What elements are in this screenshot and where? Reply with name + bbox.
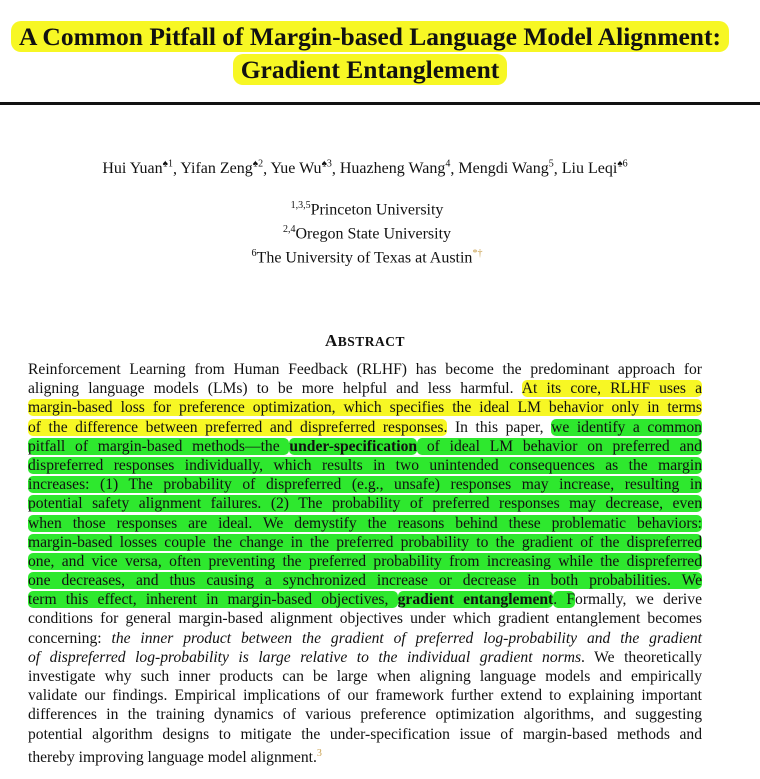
highlighted-text: one, and vice versa, often preventing the preferred probability from increasing while the dispreferred <box>28 552 702 570</box>
abstract-line <box>28 667 702 686</box>
abstract-body <box>28 360 703 766</box>
author: Liu Leqi$^{♠6}$ <box>561 159 628 178</box>
abstract-line <box>28 398 702 417</box>
title-line-2: Gradient Entanglement <box>233 54 508 85</box>
abstract-line <box>28 686 702 705</box>
abstract-text: the inner product between the gradient of preferred log-probability and the gradient <box>111 629 702 647</box>
title-line-1: A Common Pitfall of Margin-based Language Model Alignment: <box>11 21 729 52</box>
highlighted-text: pitfall of margin-based methods—the <box>28 437 290 455</box>
highlighted-text: of ideal LM behavior on preferred and <box>417 437 702 455</box>
affiliation: $^{2,4}$Oregon State University <box>282 223 452 243</box>
abstract-text: differences in the training dynamics of various preference optimization algorithms, and suggesting <box>28 706 702 724</box>
abstract-line <box>28 533 702 552</box>
abstract-line <box>28 418 702 437</box>
highlighted-text: one decreases, and thus causing a synchronized increase or decrease in both probabilities. We <box>28 572 702 590</box>
abstract-text: thereby improving language model alignment. <box>28 748 317 766</box>
highlighted-text: of the difference between preferred and dispreferred responses. <box>28 418 448 436</box>
highlighted-text: margin-based losses couple the change in the preferred probability to the gradient of the dispreferred <box>28 533 702 551</box>
abstract-line <box>28 379 702 398</box>
abstract-line <box>28 648 702 667</box>
author-list: Hui Yuan$^{♠1}$, Yifan Zeng$^{♠2}$, Yue $Wu^{♠3}$, Huazheng Wang$^4$, Mengdi Wang$^5$, Liu Leqi$^{♠6}$ <box>102 159 628 178</box>
abstract-line <box>28 552 702 571</box>
affiliation: $^{1,3,5}$Princeton University <box>290 200 444 219</box>
abstract-text: validate our findings. Empirical implications of our framework further extend to explaining important <box>28 687 702 705</box>
abstract-text: investigate why such inner products can be large when aligning language models and empirically <box>28 668 702 685</box>
abstract-line <box>28 437 702 456</box>
abstract-line <box>28 456 702 475</box>
abstract-text: Reinforcement Learning from Human Feedback (RLHF) has become the predominant approach for <box>28 361 702 378</box>
abstract-line <box>28 360 702 379</box>
footnote-marker: 3 <box>316 747 322 759</box>
abstract-text: potential algorithm designs to mitigate the under-specification issue of margin-based methods and <box>28 725 702 743</box>
abstract-line <box>28 725 702 744</box>
abstract-text: of dispreferred log-probability is large relative to the individual gradient norms <box>28 648 582 666</box>
highlighted-text: when those responses are ideal. We demystify the reasons behind these problematic behaviors: <box>28 514 702 532</box>
author: Huazheng Wang$^4$ <box>339 159 451 178</box>
highlighted-text: margin-based loss for preference optimization, which specifies the ideal LM behavior only in terms <box>28 399 702 417</box>
abstract-line <box>28 629 702 648</box>
abstract-heading: ABSTRACT <box>324 331 406 350</box>
highlighted-text: At its core, RLHF uses a <box>521 380 703 398</box>
abstract-line <box>28 744 702 766</box>
abstract-text: conditions for general margin-based alignment objectives under which gradient entanglement becomes <box>28 610 702 628</box>
affiliation: $^6$The University of Texas at Austin*† <box>251 247 483 266</box>
abstract-text: . We theoretically <box>581 648 703 666</box>
author: Mengdi Wang$^5$ <box>458 159 554 178</box>
abstract-line <box>28 514 702 533</box>
abstract-line <box>28 571 702 590</box>
abstract-text: In this paper, <box>447 418 552 436</box>
abstract-line <box>28 494 702 513</box>
footnote-marker: *† <box>472 247 483 259</box>
abstract-text: ormally, we derive <box>575 591 702 609</box>
author: Yue $Wu^{♠3}$ <box>270 159 332 178</box>
highlighted-text: gradient entanglement <box>397 591 554 609</box>
abstract-text: aligning language models (LMs) to be more helpful and less harmful. <box>28 380 522 398</box>
affiliation-list <box>0 196 734 267</box>
title-rule <box>0 102 760 105</box>
abstract-line <box>28 590 702 609</box>
highlighted-text: we identify a common <box>551 418 702 436</box>
author: Hui Yuan$^{♠1}$ <box>102 159 173 178</box>
highlighted-text: . F <box>553 591 576 609</box>
highlighted-text: term this effect, inherent in margin-based objectives, <box>28 591 398 609</box>
abstract-line <box>28 609 702 628</box>
abstract-line <box>28 705 702 724</box>
highlighted-text: increases: (1) The probability of dispreferred (e.g., unsafe) responses may increase, resulting in <box>28 476 702 494</box>
abstract-line <box>28 475 702 494</box>
abstract-text: concerning: <box>28 629 112 647</box>
highlighted-text: under-specification <box>289 437 418 455</box>
highlighted-text: dispreferred responses individually, which results in two unintended consequences as the margin <box>28 456 702 474</box>
paper-title <box>0 20 740 86</box>
author: Yifan Zeng$^{♠2}$ <box>180 159 264 178</box>
highlighted-text: potential safety alignment failures. (2) The probability of preferred responses may decrease, even <box>28 495 702 513</box>
